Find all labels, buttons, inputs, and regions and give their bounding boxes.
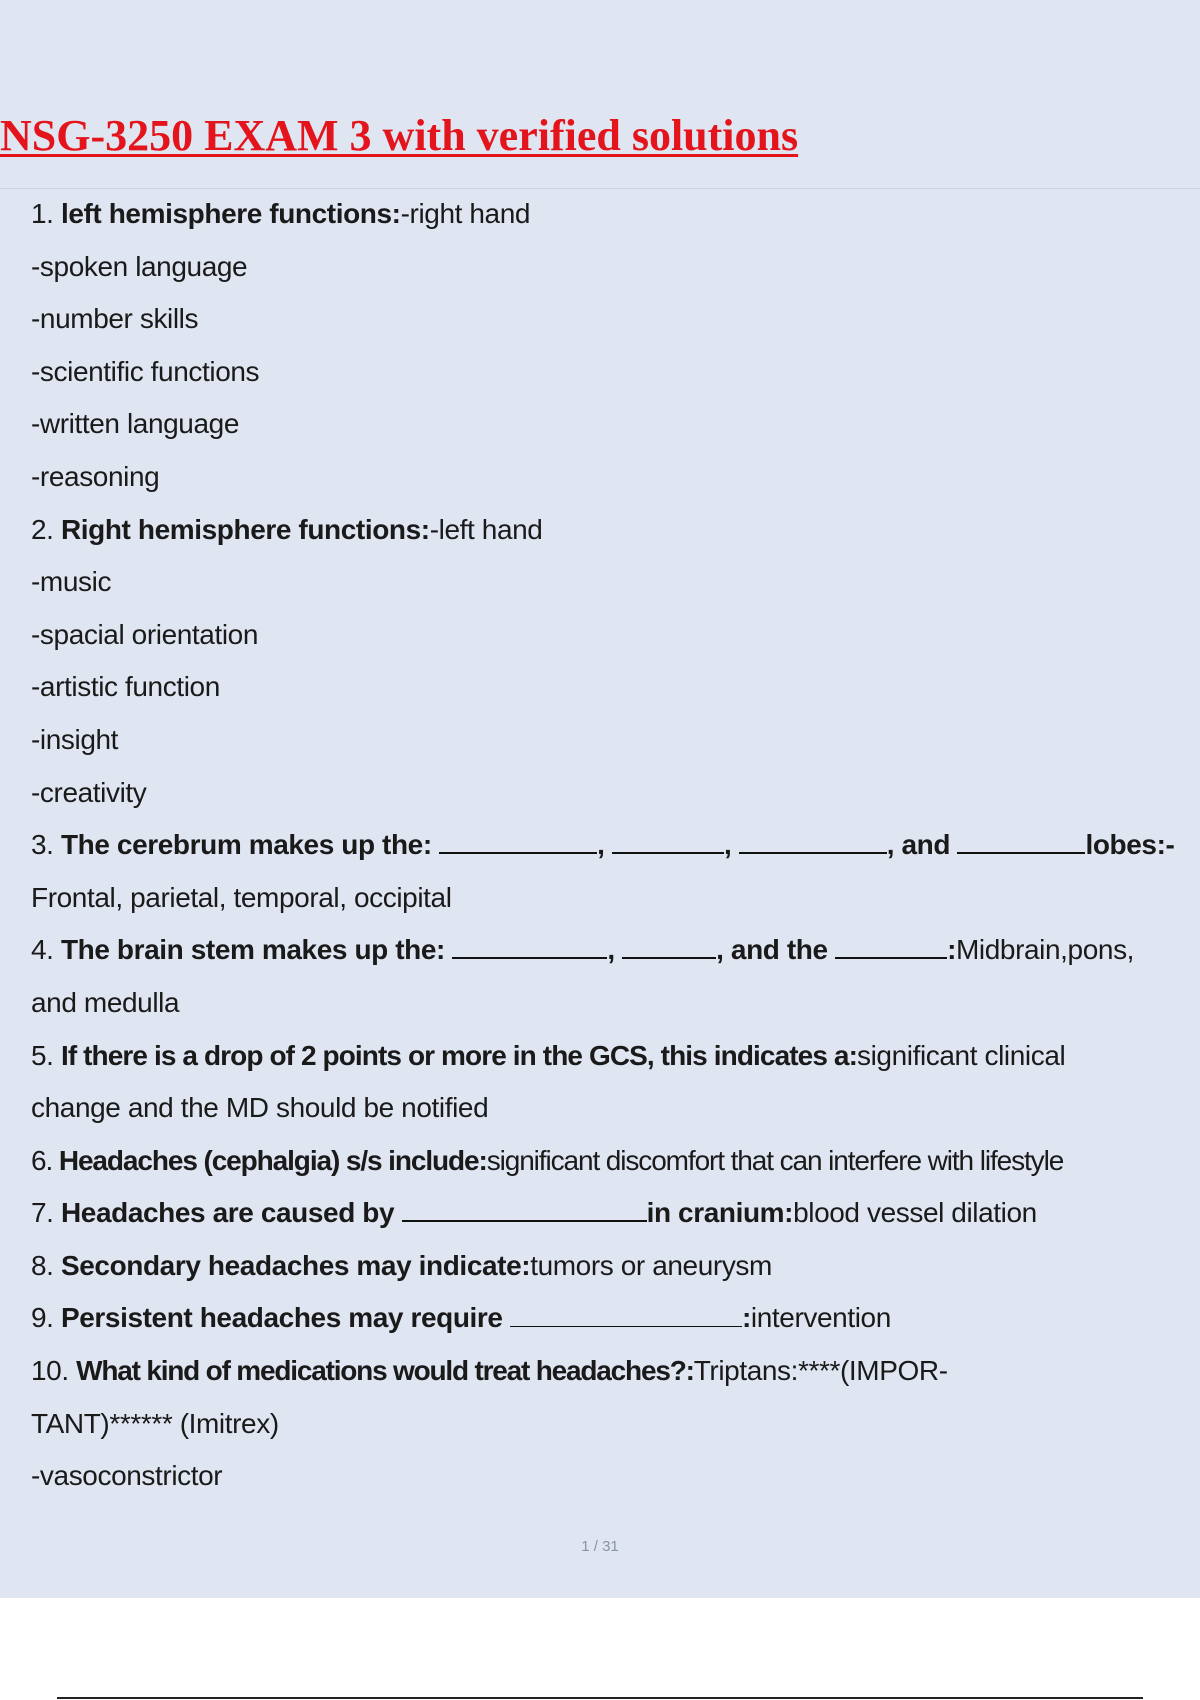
question-text: Headaches (cephalgia) s/s include:	[58, 1144, 487, 1176]
fill-blank	[452, 931, 607, 959]
question-3	[31, 819, 1181, 872]
answer-line: -scientific functions	[31, 355, 260, 387]
fill-blank	[612, 826, 724, 854]
separator: ,	[723, 829, 732, 861]
answer-text: -left hand	[429, 513, 543, 545]
question-text: The cerebrum makes up the:	[60, 829, 432, 861]
answer-text: intervention	[750, 1302, 891, 1334]
answer-text: significant clinical	[857, 1039, 1066, 1071]
answer-line: -written language	[31, 408, 239, 440]
fill-blank	[439, 826, 597, 854]
question-text: Right hemisphere functions:	[60, 513, 430, 545]
question-number: 10.	[31, 1355, 69, 1387]
fill-blank	[510, 1300, 742, 1327]
answer-text: Midbrain,pons,	[956, 934, 1135, 966]
fill-blank	[835, 931, 947, 959]
question-6	[31, 1135, 1181, 1188]
question-text: The brain stem makes up the:	[60, 934, 445, 966]
answer-line: -vasoconstrictor	[31, 1460, 223, 1492]
answer-line: TANT)****** (Imitrex)	[31, 1407, 279, 1439]
question-number: 5.	[31, 1039, 54, 1071]
question-text: What kind of medications would treat headaches?:	[76, 1355, 694, 1387]
question-end: lobes:-	[1085, 829, 1175, 861]
answer-text: significant discomfort that can interfere with lifestyle	[486, 1144, 1064, 1176]
question-number: 1.	[31, 198, 54, 229]
question-text: If there is a drop of 2 points or more in the GCS, this indicates a:	[60, 1039, 857, 1071]
answer-line: and medulla	[31, 986, 180, 1018]
question-number: 2.	[31, 513, 54, 545]
document-title: NSG-3250 EXAM 3 with verified solutions	[0, 111, 799, 160]
question-7	[31, 1187, 1181, 1240]
question-text: in cranium:	[646, 1197, 794, 1229]
fill-blank	[622, 931, 716, 959]
fill-blank	[402, 1194, 647, 1222]
fill-blank	[739, 826, 887, 854]
question-number: 3.	[31, 829, 54, 861]
question-number: 8.	[31, 1249, 54, 1281]
answer-line: change and the MD should be notified	[31, 1092, 489, 1124]
question-5	[31, 1030, 1181, 1083]
separator: ,	[597, 829, 605, 861]
question-text: left hemisphere functions:	[60, 198, 401, 229]
separator: :	[741, 1302, 751, 1334]
question-10	[31, 1345, 1181, 1398]
separator: , and the	[716, 934, 828, 966]
answer-text: Triptans:****(IMPOR-	[693, 1355, 948, 1387]
answer-line: Frontal, parietal, temporal, occipital	[31, 881, 452, 913]
question-number: 4.	[31, 934, 54, 966]
question-9	[31, 1292, 1181, 1345]
answer-line: -creativity	[31, 776, 147, 808]
question-text: Headaches are caused by	[60, 1197, 395, 1229]
question-number: 7.	[31, 1197, 54, 1229]
question-text: Persistent headaches may require	[60, 1302, 503, 1334]
answer-line: -spacial orientation	[31, 618, 259, 650]
answer-line: -number skills	[31, 303, 199, 335]
question-4	[31, 924, 1181, 977]
separator: ,	[607, 934, 615, 966]
answer-text: -right hand	[400, 198, 531, 229]
question-number: 6.	[31, 1144, 53, 1176]
answer-line: -music	[31, 566, 112, 598]
answer-line: -insight	[31, 723, 119, 755]
question-1	[31, 188, 1181, 241]
question-2	[31, 504, 1181, 557]
fill-blank	[957, 826, 1085, 854]
question-8	[31, 1240, 1181, 1293]
answer-text: blood vessel dilation	[793, 1197, 1037, 1229]
separator: , and	[886, 829, 951, 861]
next-page-divider	[57, 1697, 1143, 1699]
flashcard-list	[31, 188, 1181, 1503]
separator: :	[947, 934, 956, 966]
answer-line: -reasoning	[31, 460, 160, 492]
answer-text: tumors or aneurysm	[530, 1249, 772, 1281]
question-text: Secondary headaches may indicate:	[60, 1249, 531, 1281]
answer-line: -artistic function	[31, 671, 220, 703]
question-number: 9.	[31, 1302, 54, 1334]
answer-line: -spoken language	[31, 250, 248, 282]
page-indicator: 1 / 31	[581, 1538, 619, 1555]
